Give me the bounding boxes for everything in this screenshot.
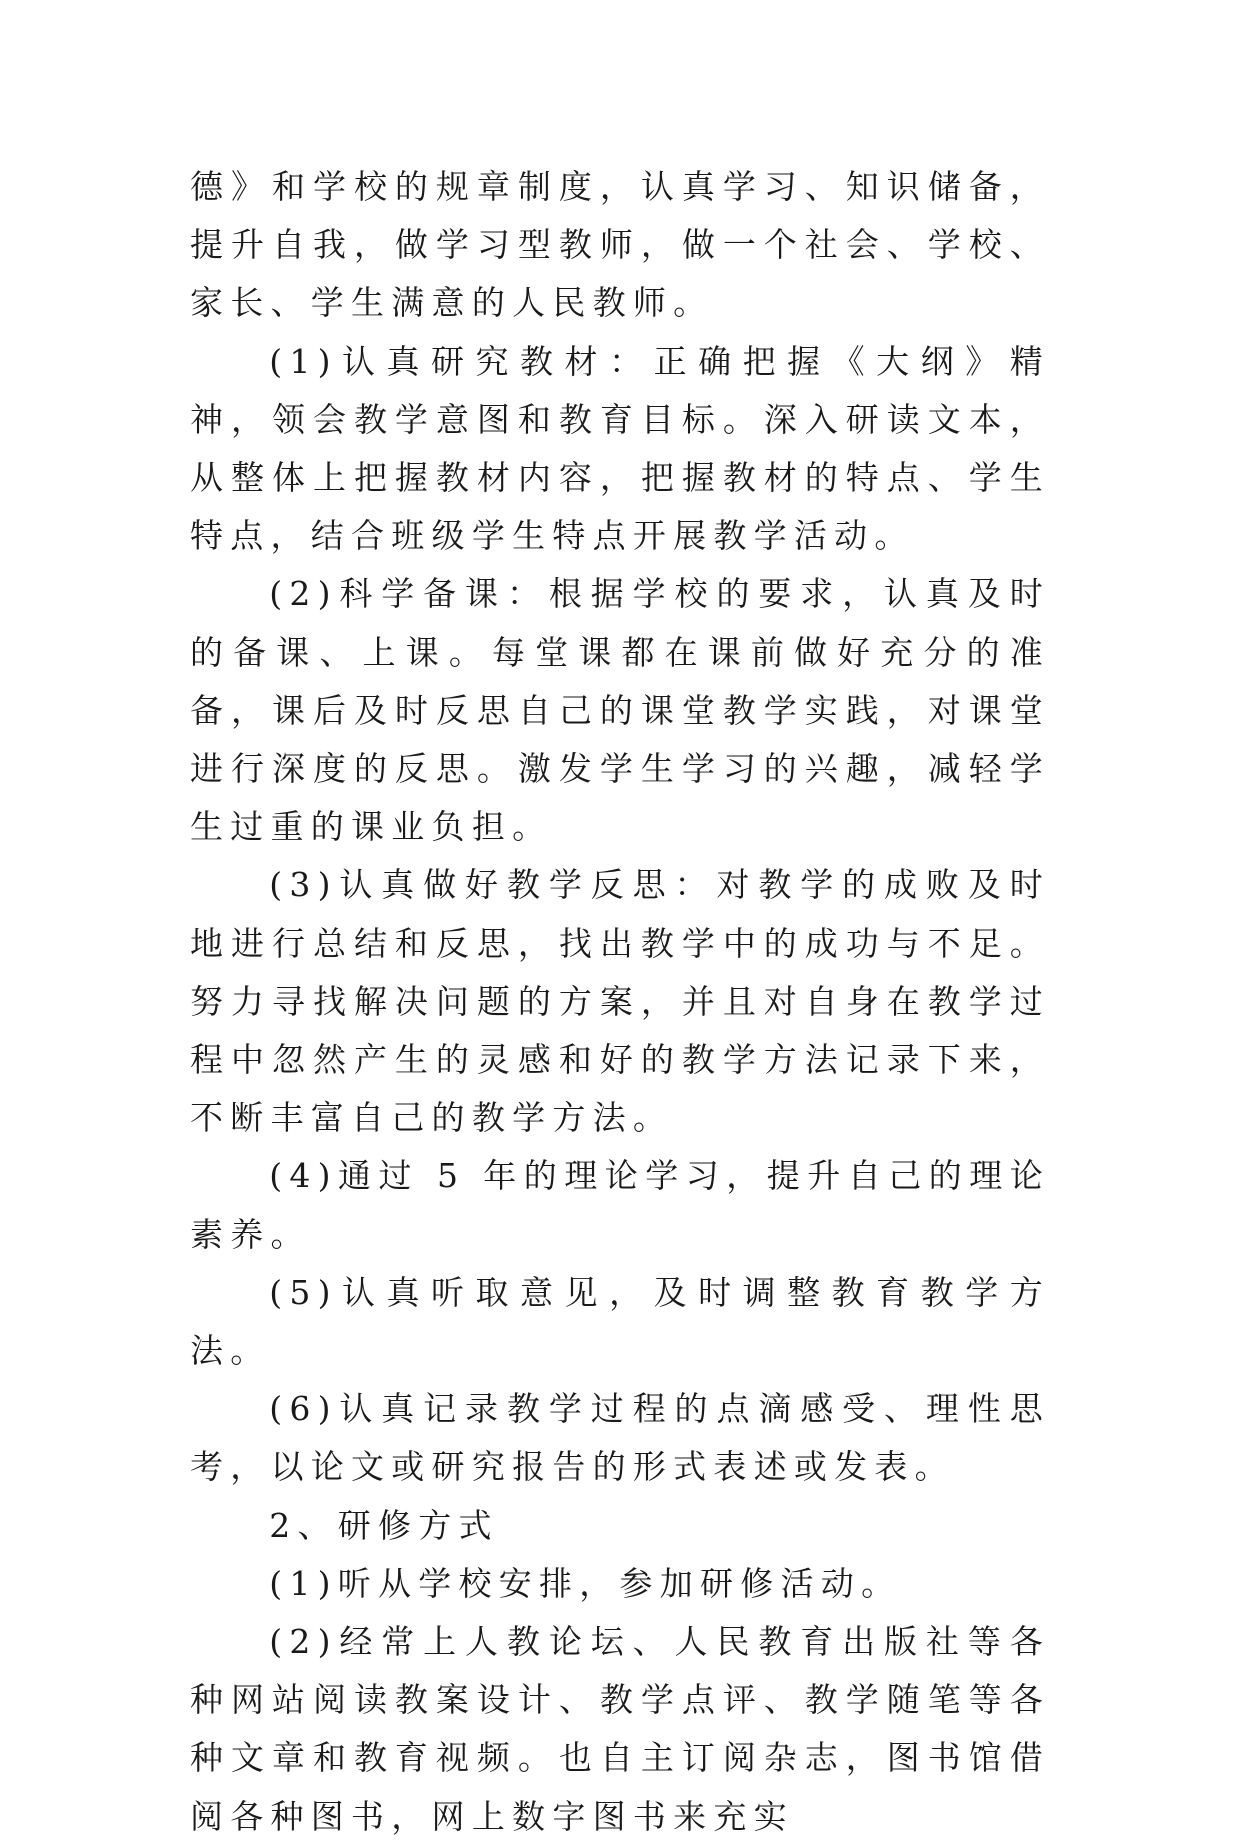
paragraph-item-2: (2)科学备课：根据学校的要求，认真及时的备课、上课。每堂课都在课前做好充分的准备，课后及时反思自己的课堂教学实践，对课堂进行深度的反思。激发学生学习的兴趣，减轻学生过重的课业负担。 xyxy=(190,574,1050,847)
paragraph-method-1: (1)听从学校安排，参加研修活动。 xyxy=(269,1563,902,1603)
section-heading-methods: 2、研修方式 xyxy=(269,1505,499,1545)
paragraph-item-5: (5)认真听取意见，及时调整教育教学方法。 xyxy=(190,1272,1050,1371)
paragraph-item-3: (3)认真做好教学反思：对教学的成败及时地进行总结和反思，找出教学中的成功与不足。努力寻找解决问题的方案，并且对自身在教学过程中忽然产生的灵感和好的教学方法记录下来，不断丰富自己的教学方法。 xyxy=(190,865,1050,1138)
paragraph-item-6: (6)认真记录教学过程的点滴感受、理性思考，以论文或研究报告的形式表述或发表。 xyxy=(190,1389,1050,1487)
paragraph-item-1: (1)认真研究教材：正确把握《大纲》精神，领会教学意图和教育目标。深入研读文本，从整体上把握教材内容，把握教材的特点、学生特点，结合班级学生特点开展教学活动。 xyxy=(190,341,1050,556)
paragraph-method-2: (2)经常上人教论坛、人民教育出版社等各种网站阅读教案设计、教学点评、教学随笔等各种文章和教育视频。也自主订阅杂志，图书馆借阅各种图书，网上数字图书来充实 xyxy=(190,1622,1050,1836)
document-body xyxy=(190,158,1050,1846)
paragraph-intro-continuation: 德》和学校的规章制度，认真学习、知识储备，提升自我，做学习型教师，做一个社会、学校、家长、学生满意的人民教师。 xyxy=(190,167,1050,323)
paragraph-item-4: (4)通过 5 年的理论学习，提升自己的理论素养。 xyxy=(190,1156,1050,1254)
